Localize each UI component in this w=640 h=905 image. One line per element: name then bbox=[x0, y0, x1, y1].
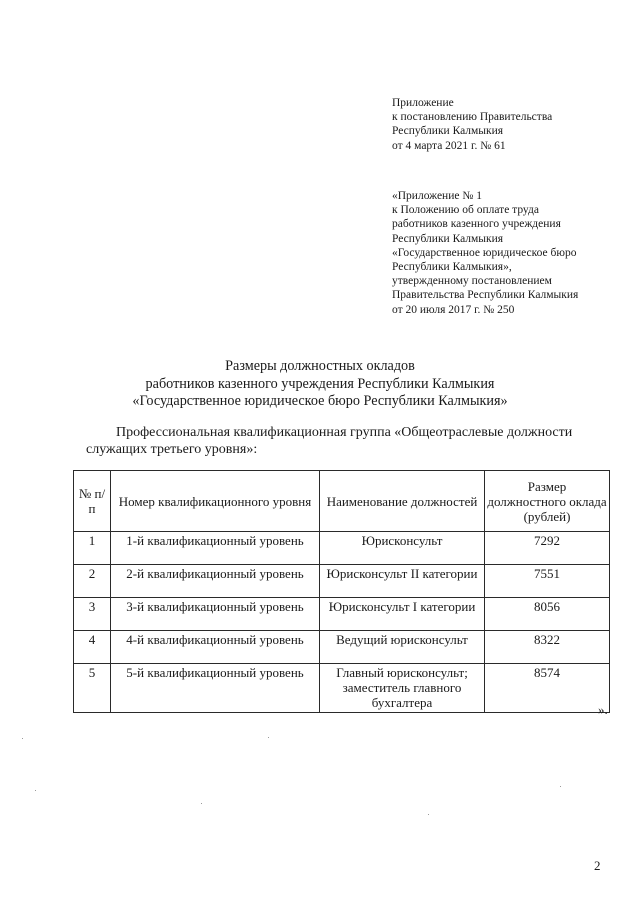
cell-level: 1-й квалификационный уровень bbox=[111, 532, 320, 565]
group-heading-line: Профессиональная квалификационная группа «Общеотраслевые должности bbox=[116, 425, 573, 440]
table-row bbox=[74, 532, 610, 565]
cell-position: Ведущий юрисконсульт bbox=[320, 631, 485, 664]
appendix-header-line: от 4 марта 2021 г. № 61 bbox=[392, 139, 506, 152]
cell-level: 2-й квалификационный уровень bbox=[111, 565, 320, 598]
cell-salary: 8574 bbox=[485, 664, 610, 713]
scan-speck bbox=[35, 790, 36, 791]
appendix1-header-line: Республики Калмыкия», bbox=[392, 261, 512, 274]
appendix-header bbox=[392, 96, 622, 153]
cell-level: 3-й квалификационный уровень bbox=[111, 598, 320, 631]
appendix1-header-line: от 20 июля 2017 г. № 250 bbox=[392, 303, 515, 316]
appendix1-header-line: «Государственное юридическое бюро bbox=[392, 246, 577, 259]
cell-num: 4 bbox=[74, 631, 111, 664]
cell-position: Юрисконсульт I категории bbox=[320, 598, 485, 631]
header-salary: Размер должностного оклада (рублей) bbox=[485, 471, 610, 532]
header-level: Номер квалификационного уровня bbox=[111, 471, 320, 532]
appendix-header-line: к постановлению Правительства bbox=[392, 111, 553, 124]
qualification-group-heading bbox=[86, 424, 606, 458]
scan-speck bbox=[560, 786, 561, 787]
cell-position: Главный юрисконсульт; заместитель главного бухгалтера bbox=[320, 664, 485, 713]
table-row bbox=[74, 565, 610, 598]
table-row bbox=[74, 664, 610, 713]
appendix1-header-line: работников казенного учреждения bbox=[392, 218, 561, 231]
appendix1-header-line: к Положению об оплате труда bbox=[392, 204, 539, 217]
table-row bbox=[74, 598, 610, 631]
appendix1-header-line: «Приложение № 1 bbox=[392, 190, 482, 202]
salary-table bbox=[73, 470, 610, 713]
cell-num: 1 bbox=[74, 532, 111, 565]
appendix1-header-line: Правительства Республики Калмыкия bbox=[392, 289, 579, 302]
appendix1-header-line: Республики Калмыкия bbox=[392, 232, 504, 245]
cell-salary: 8322 bbox=[485, 631, 610, 664]
cell-salary: 8056 bbox=[485, 598, 610, 631]
page-number: 2 bbox=[594, 858, 601, 873]
cell-level: 5-й квалификационный уровень bbox=[111, 664, 320, 713]
cell-num: 5 bbox=[74, 664, 111, 713]
appendix-header-line: Республики Калмыкия bbox=[392, 125, 504, 138]
cell-position: Юрисконсульт bbox=[320, 532, 485, 565]
appendix1-header-line: утвержденному постановлением bbox=[392, 275, 552, 288]
cell-salary: 7292 bbox=[485, 532, 610, 565]
cell-num: 3 bbox=[74, 598, 111, 631]
scan-speck bbox=[268, 737, 269, 738]
cell-num: 2 bbox=[74, 565, 111, 598]
cell-level: 4-й квалификационный уровень bbox=[111, 631, 320, 664]
scan-speck bbox=[22, 738, 23, 739]
appendix-header-line: Приложение bbox=[392, 97, 454, 109]
title-line: работников казенного учреждения Республики Калмыкия bbox=[145, 375, 495, 392]
header-num: № п/п bbox=[74, 471, 111, 532]
header-position: Наименование должностей bbox=[320, 471, 485, 532]
document-title bbox=[0, 358, 640, 411]
cell-position: Юрисконсульт II категории bbox=[320, 565, 485, 598]
appendix1-header bbox=[392, 189, 622, 317]
group-heading-line: служащих третьего уровня»: bbox=[86, 442, 258, 457]
scan-speck bbox=[428, 814, 429, 815]
table-header-row bbox=[74, 471, 610, 532]
closing-quote-mark: ». bbox=[598, 702, 608, 717]
table-row bbox=[74, 631, 610, 664]
cell-salary: 7551 bbox=[485, 565, 610, 598]
scan-speck bbox=[201, 803, 202, 804]
title-line: «Государственное юридическое бюро Республики Калмыкия» bbox=[132, 393, 508, 409]
title-line: Размеры должностных окладов bbox=[225, 358, 415, 374]
